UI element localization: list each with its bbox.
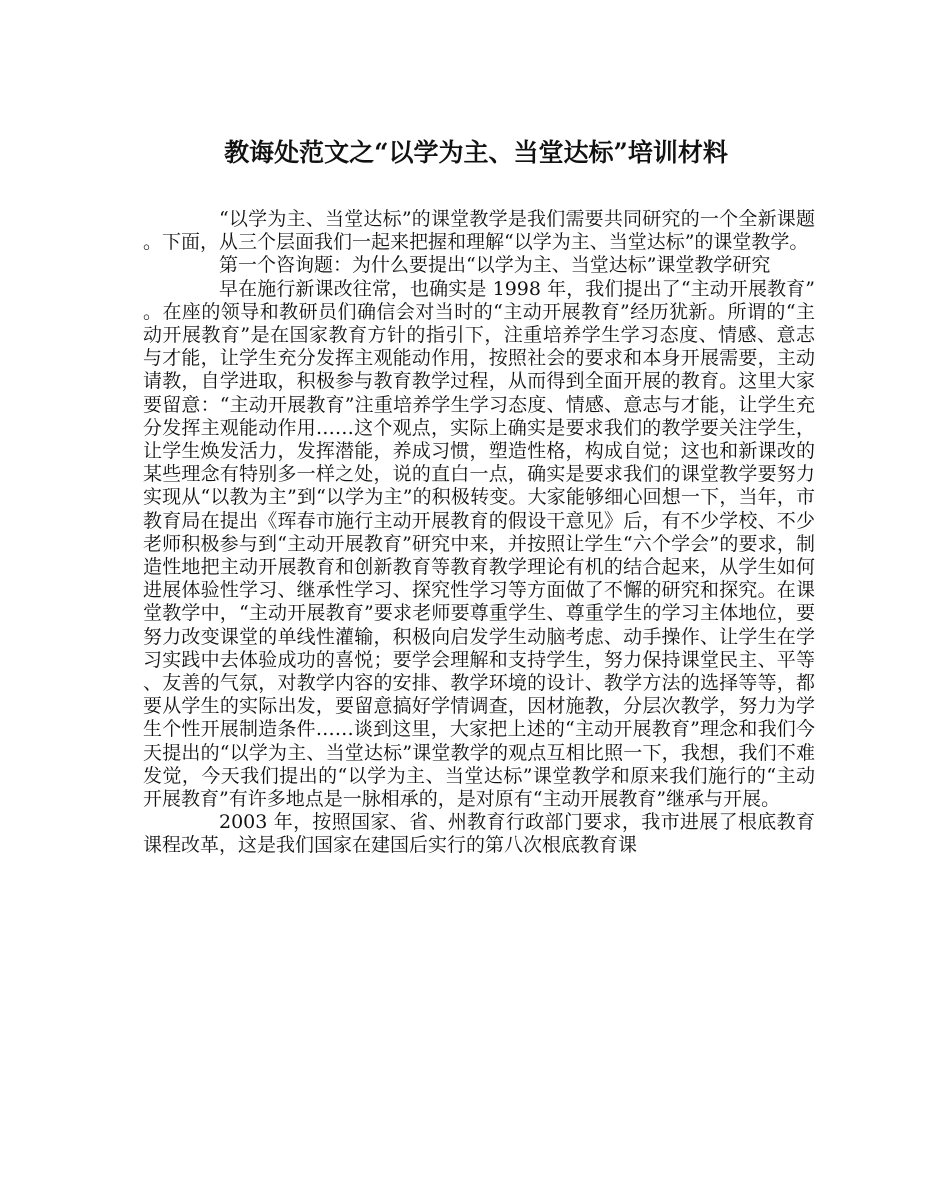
document-body	[143, 208, 815, 858]
paragraph-history: 早在施行新课改往常，也确实是 1998 年，我们提出了“主动开展教育”。在座的领导和教研员们确信会对当时的“主动开展教育”经历犹新。所谓的“主动开展教育”是在国家教育方针的指引下，注重培养学生学习态度、情感、意志与才能，让学生充分发挥主观能动作用，按照社会的要求和本身开展需要，主动请教，自学进取，积极参与教育教学过程，从而得到全面开展的教育。这里大家要留意：“主动开展教育”注重培养学生学习态度、情感、意志与才能，让学生充分发挥主观能动作用……这个观点，实际上确实是要求我们的教学要关注学生，让学生焕发活力，发挥潜能，养成习惯，塑造性格，构成自觉；这也和新课改的某些理念有特别多一样之处，说的直白一点，确实是要求我们的课堂教学要努力实现从“以教为主”到“以学为主”的积极转变。大家能够细心回想一下，当年，市教育局在提出《珲春市施行主动开展教育的假设干意见》后，有不少学校、不少老师积极参与到“主动开展教育”研究中来，并按照让学生“六个学会”的要求，制造性地把主动开展教育和创新教育等教育教学理论有机的结合起来，从学生如何进展体验性学习、继承性学习、探究性学习等方面做了不懈的研究和探究。在课堂教学中，“主动开展教育”要求老师要尊重学生、尊重学生的学习主体地位，要努力改变课堂的单线性灌输，积极向启发学生动脑考虑、动手操作、让学生在学习实践中去体验成功的喜悦；要学会理解和支持学生，努力保持课堂民主、平等、友善的气氛，对教学内容的安排、教学环境的设计、教学方法的选择等等，都要从学生的实际出发，要留意搞好学情调查，因材施教，分层次教学，努力为学生个性开展制造条件……谈到这里，大家把上述的“主动开展教育”理念和我们今天提出的“以学为主、当堂达标”课堂教学的观点互相比照一下，我想，我们不难发觉，今天我们提出的“以学为主、当堂达标”课堂教学和原来我们施行的“主动开展教育”有许多地点是一脉相承的，是对原有“主动开展教育”继承与开展。	[143, 277, 815, 811]
paragraph-question-one: 第一个咨询题：为什么要提出“以学为主、当堂达标”课堂教学研究	[219, 254, 771, 277]
document-title: 教诲处范文之“以学为主、当堂达标”培训材料	[224, 138, 728, 167]
paragraph-intro: “以学为主、当堂达标”的课堂教学是我们需要共同研究的一个全新课题。下面，从三个层面我们一起来把握和理解“以学为主、当堂达标”的课堂教学。	[143, 208, 815, 254]
paragraph-reform-2003: 2003 年，按照国家、省、州教育行政部门要求，我市进展了根底教育课程改革，这是我们国家在建国后实行的第八次根底教育课	[143, 811, 815, 857]
